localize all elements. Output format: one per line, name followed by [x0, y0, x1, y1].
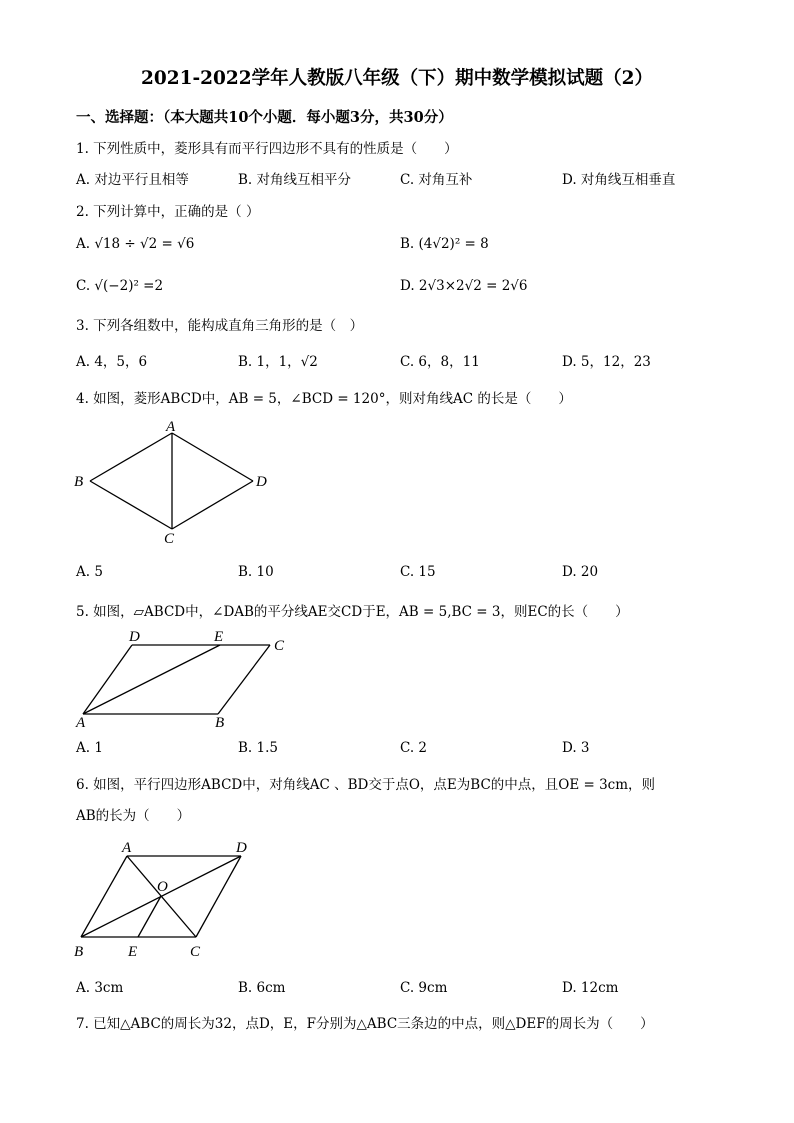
q5-label-c: C: [274, 638, 285, 654]
question-7-stem: 7. 已知△ABC的周长为32，点D，E，F分别为△ABC三条边的中点，则△DEF的周长为（ ）: [76, 1016, 654, 1032]
q6-label-a: A: [122, 840, 132, 856]
question-2-option-b: B. (4√2)² = 8: [400, 236, 489, 252]
q5-label-e: E: [214, 629, 224, 645]
question-4-stem: 4. 如图，菱形ABCD中，AB = 5，∠BCD = 120°，则对角线AC 的长是（ ）: [76, 391, 572, 407]
question-4-option-c: C. 15: [400, 564, 436, 580]
q5-label-b: B: [215, 715, 225, 731]
question-1-option-a: A. 对边平行且相等: [76, 172, 189, 188]
section-heading: 一、选择题：（本大题共10个小题．每小题3分，共30分）: [76, 109, 453, 126]
question-5-stem: 5. 如图，▱ABCD中，∠DAB的平分线AE交CD于E，AB = 5,BC = 3，则EC的长（ ）: [76, 604, 629, 620]
rhombus-label-c: C: [164, 531, 175, 547]
question-5-option-a: A. 1: [76, 740, 103, 756]
question-3-stem: 3. 下列各组数中，能构成直角三角形的是（ ）: [76, 318, 364, 334]
question-6-option-a: A. 3cm: [76, 980, 124, 996]
question-6-stem: 6. 如图，平行四边形ABCD中，对角线AC 、BD交于点O，点E为BC的中点，且OE = 3cm，则: [76, 777, 656, 793]
question-5-option-d: D. 3: [562, 740, 590, 756]
question-1-option-b: B. 对角线互相平分: [238, 172, 352, 188]
question-6-option-d: D. 12cm: [562, 980, 619, 996]
q6-label-d: D: [236, 840, 247, 856]
question-4-option-b: B. 10: [238, 564, 274, 580]
question-1-stem: 1. 下列性质中，菱形具有而平行四边形不具有的性质是（ ）: [76, 141, 458, 157]
question-6-option-b: B. 6cm: [238, 980, 286, 996]
question-3-option-d: D. 5，12，23: [562, 354, 651, 370]
q5-label-a: A: [76, 715, 86, 731]
question-3-option-c: C. 6，8，11: [400, 354, 480, 370]
question-6-stem-cont: AB的长为（ ）: [76, 808, 191, 824]
rhombus-label-d: D: [256, 474, 267, 490]
question-1-option-c: C. 对角互补: [400, 172, 473, 188]
q5-label-d: D: [129, 629, 140, 645]
question-2-stem: 2. 下列计算中，正确的是（ ）: [76, 204, 260, 220]
question-4-option-a: A. 5: [76, 564, 103, 580]
question-6-option-c: C. 9cm: [400, 980, 448, 996]
q6-label-o: O: [157, 879, 168, 895]
q6-label-c: C: [190, 944, 201, 960]
page-title: 2021-2022学年人教版八年级（下）期中数学模拟试题（2）: [140, 68, 654, 89]
question-2-option-d: D. 2√3×2√2 = 2√6: [400, 278, 528, 294]
question-2-option-c: C. √(−2)² =2: [76, 278, 164, 294]
question-2-option-a: A. √18 ÷ √2 = √6: [76, 236, 195, 252]
rhombus-label-b: B: [74, 474, 84, 490]
question-5-option-c: C. 2: [400, 740, 428, 756]
question-3-option-b: B. 1，1，√2: [238, 354, 318, 370]
question-1-option-d: D. 对角线互相垂直: [562, 172, 676, 188]
question-3-option-a: A. 4，5，6: [76, 354, 148, 370]
q6-label-b: B: [74, 944, 84, 960]
q6-label-e: E: [128, 944, 138, 960]
question-4-option-d: D. 20: [562, 564, 599, 580]
question-5-option-b: B. 1.5: [238, 740, 278, 756]
rhombus-label-a: A: [166, 419, 176, 435]
